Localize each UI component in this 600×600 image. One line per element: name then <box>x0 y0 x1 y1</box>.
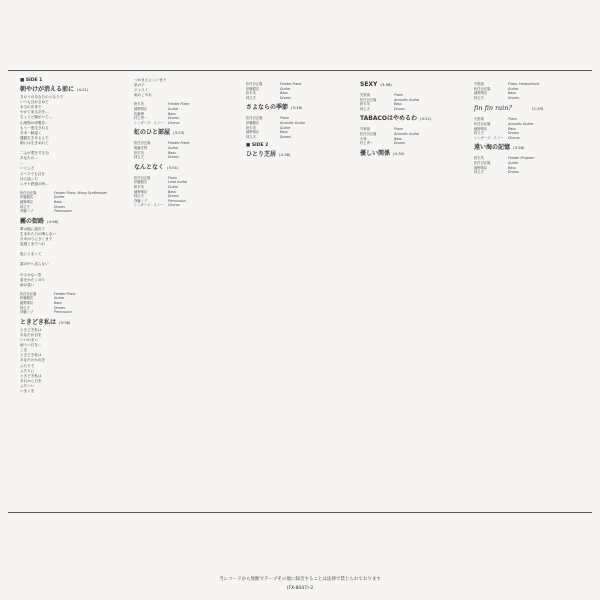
credits-block <box>246 82 338 100</box>
lyric-line: ときどき私は <box>20 327 42 332</box>
lyric-line: いいのまい <box>20 338 38 343</box>
credit-row <box>246 96 338 101</box>
song-title: 虹のひと部屋 (3:23) <box>134 129 185 137</box>
musician-name: 細野晴臣 <box>20 301 34 306</box>
song-title: さよならの季節 (3:49) <box>246 104 303 112</box>
musician-name: 松任谷正隆 <box>134 141 151 146</box>
credit-row <box>474 96 566 101</box>
lyric-line: 夜にとまって <box>20 252 42 257</box>
musician-role: Bass <box>508 126 516 131</box>
musician-role: Drums <box>508 95 519 100</box>
lyric-line: あなたのかれを <box>20 358 46 363</box>
musician-role: Acoustic Guitar <box>508 121 534 126</box>
musician-name: 松任谷正隆 <box>474 121 491 126</box>
musician-name: 鈴木茂 <box>134 102 144 107</box>
lyric-line: 雨うつ日を... <box>20 343 42 348</box>
musician-role: Fender Piano <box>280 82 302 86</box>
musician-name: 松任谷正隆 <box>360 97 377 102</box>
musician-role: Piano, Harpsichord <box>508 82 540 86</box>
song-duration: (4:38) <box>279 152 291 158</box>
musician-role: Guitar <box>280 125 291 130</box>
musician-role: Chorus <box>508 135 520 140</box>
song-title: なんとなく (3:51) <box>134 163 179 171</box>
lyric-line: こま <box>20 348 28 353</box>
lyric-column <box>474 78 566 179</box>
credits-block <box>134 102 226 125</box>
song-title: TABACOはやめるわ (4:21) <box>360 115 432 123</box>
lyric-line: 山奥物の呼吸を... <box>20 120 49 125</box>
credits-block <box>20 292 112 315</box>
lyric-line: もう一度生きれる <box>20 125 49 130</box>
lyric-line: いとしさ <box>20 166 35 171</box>
lyric-line: 本当の次まで <box>20 105 42 110</box>
lyric-line: やるせない雲 <box>20 272 42 277</box>
musician-name: 鈴木茂 <box>134 184 144 189</box>
song-title: 優しい関係 (4:30) <box>360 149 405 157</box>
song-duration: (3:51) <box>167 164 179 170</box>
musician-role: Guitar <box>168 106 179 111</box>
credits-block <box>474 156 566 174</box>
lyric-line: ときどき私は <box>20 373 42 378</box>
credit-row <box>246 135 338 140</box>
musician-name: 松任谷正隆 <box>474 160 491 165</box>
credits-block <box>134 141 226 159</box>
credit-row <box>134 203 226 208</box>
musician-role: Bass <box>168 189 176 194</box>
lyric-line: ときどき私は <box>20 353 42 358</box>
musician-name: 林立夫 <box>474 131 484 136</box>
musician-role: Chorus <box>168 120 180 125</box>
musician-name: 細野晴臣 <box>20 199 34 204</box>
lyric-column <box>20 78 112 394</box>
credit-row <box>360 107 452 112</box>
musician-name: 伊藤銀次 <box>20 296 34 301</box>
musician-name: 斉藤ノブ <box>20 310 34 315</box>
musician-role: Guitar <box>54 296 65 301</box>
musician-role: Drums <box>280 95 291 100</box>
musician-role: Guitar <box>54 195 65 200</box>
musician-name: 林立夫 <box>474 95 484 100</box>
musician-name: 伊藤銀次 <box>134 180 148 185</box>
musician-name: 細野晴臣 <box>474 91 488 96</box>
song-duration: (4:21) <box>420 116 432 122</box>
musician-role: Drums <box>168 155 179 160</box>
lyric-line: 朝には生きめれて <box>20 140 49 145</box>
song-title: 朝やけが消える前に (4:21) <box>20 86 89 94</box>
lyric-line: ふたつい <box>20 383 35 388</box>
musician-name: 矢野誠 <box>360 127 370 132</box>
credit-row <box>134 155 226 160</box>
musician-name: 細野晴臣 <box>134 106 148 111</box>
musician-role: Bass <box>280 91 288 96</box>
song-duration: (4:21) <box>77 87 89 93</box>
musician-role: Piano <box>394 93 404 97</box>
lyric-line: いまくを <box>20 388 35 393</box>
musician-name: 松任谷正隆 <box>246 82 263 86</box>
song-title: ひとり芝居 (4:38) <box>246 151 291 159</box>
musician-role: Bass <box>168 111 176 116</box>
musician-role: Drums <box>168 116 179 121</box>
lyric-line: ふたりに <box>20 368 35 373</box>
musician-name: 細野晴臣 <box>134 189 148 194</box>
musician-name: 細野晴臣 <box>474 165 488 170</box>
musician-role: Bass <box>280 130 288 135</box>
song-title: 霧の街路 (4:58) <box>20 217 59 225</box>
musician-role: Guitar <box>508 160 519 165</box>
credit-row <box>134 121 226 126</box>
credits-block <box>134 176 226 208</box>
song-duration: (4:58) <box>47 218 59 224</box>
credits-block <box>360 93 452 111</box>
musician-name: 矢野誠 <box>360 93 370 97</box>
musician-name: 林立夫 <box>20 204 30 209</box>
lyric-line: 夜遅くまでつれ <box>20 242 46 247</box>
musician-name: 矢野誠 <box>474 117 484 122</box>
musician-role: Drums <box>54 305 65 310</box>
credits-block <box>246 116 338 139</box>
lyric-line: あれから日を <box>20 378 42 383</box>
lyric-line: つかまえにくいまで <box>134 78 167 82</box>
musician-name: 松任谷正隆 <box>20 190 37 195</box>
musician-role: Percussion <box>168 198 186 203</box>
credits-block <box>474 82 566 100</box>
lyric-line: 雨の遠い <box>20 282 35 287</box>
musician-name: 松任谷正隆 <box>246 116 263 121</box>
musician-name: 林立夫 <box>246 134 256 139</box>
musician-role: Bass <box>394 102 402 107</box>
musician-name: 佐藤博 <box>134 111 144 116</box>
musician-role: Chorus <box>168 203 180 208</box>
musician-name: 斉藤ノブ <box>20 209 34 214</box>
lyric-line: ボースでも目を <box>20 171 45 176</box>
musician-role: Bass <box>54 199 62 204</box>
musician-role: Guitar <box>508 86 519 91</box>
musician-name: 鈴木茂 <box>474 156 484 161</box>
lyric-line: ああ一瞬遠く <box>20 130 42 135</box>
musician-name: 松任谷正隆 <box>360 131 377 136</box>
catalog-number: (FX-8047)-2 <box>286 586 314 591</box>
song-duration: (2:39) <box>531 106 544 112</box>
musician-name: 林立夫 <box>246 95 256 100</box>
musician-role: Piano <box>168 175 178 180</box>
musician-name: 斉藤ノブ <box>134 198 148 203</box>
top-rule <box>8 70 592 71</box>
musician-name: 伊藤銀次 <box>20 195 34 200</box>
musician-role: Piano <box>394 127 404 132</box>
credit-row <box>20 209 112 214</box>
musician-name: 後藤次利 <box>134 145 148 150</box>
lyric-line: やがて来る次を... <box>20 110 49 115</box>
copyright-notice: 当レコードから無断でテープその他に録音することは法律で禁じられております <box>219 577 381 582</box>
musician-role: Piano <box>280 116 290 121</box>
credits-block <box>360 127 452 145</box>
song-duration: (3:58) <box>380 82 392 87</box>
musician-role: Bass <box>168 150 176 155</box>
musician-role: Drums <box>54 204 65 209</box>
musician-role: Percussion <box>54 209 72 214</box>
musician-role: Drums <box>508 170 519 175</box>
musician-role: Drums <box>394 141 405 146</box>
musician-name: 松任谷正隆 <box>474 86 491 91</box>
lyric-line: 星の子 <box>134 83 145 88</box>
musician-name: 林立夫 <box>474 170 484 175</box>
lyric-line: 生まれた日の鳴らない <box>20 231 56 236</box>
credits-block <box>20 191 112 214</box>
musician-name: 伊藤銀次 <box>246 86 260 91</box>
lyric-column <box>134 78 226 212</box>
lyric-line: 月あかりにきくまで <box>20 236 53 241</box>
musician-name: 鈴木茂 <box>360 102 370 107</box>
song-duration: (4:30) <box>393 150 405 156</box>
musician-role: Drums <box>508 131 519 136</box>
song-duration: (3:26) <box>513 145 525 151</box>
lyric-line: 運動生きあるんで <box>20 135 49 140</box>
lyric-column <box>360 78 452 159</box>
lyric-line: あなたの... <box>20 156 38 161</box>
musician-role: Fender Program <box>508 156 535 161</box>
musician-role: Fender Piano <box>168 102 190 107</box>
musician-role: Percussion <box>54 310 72 315</box>
musician-name: 伊藤銀次 <box>246 120 260 125</box>
musician-role: Acoustic Guitar <box>394 131 420 136</box>
lyric-line: あなたが目を <box>20 332 42 337</box>
song-duration: (3:49) <box>291 105 303 111</box>
musician-role: Acoustic Guitar <box>394 97 420 102</box>
lyric-line: ほら迷った <box>20 176 38 181</box>
lyric-line: 霧の中へ送らない <box>20 262 49 267</box>
lyric-column <box>246 78 338 160</box>
musician-name: 矢野誠 <box>474 82 484 86</box>
credit-row <box>474 136 566 141</box>
side-label: ■ SIDE 1 <box>20 78 43 83</box>
lyric-line: いつも目がさめて <box>20 100 49 105</box>
song-title: SEXY (3:58) <box>360 81 392 88</box>
song-title: 遠い海の記憶 (3:26) <box>474 144 525 152</box>
musician-name: 村上秀一 <box>360 141 374 146</box>
musician-name: 林立夫 <box>134 155 144 160</box>
musician-role: Guitar <box>168 145 179 150</box>
musician-role: Drums <box>168 194 179 199</box>
musician-role: Fender Piano <box>168 141 190 146</box>
song-duration: (3:23) <box>173 130 185 136</box>
musician-role: Bass <box>508 91 516 96</box>
credit-row <box>20 310 112 315</box>
lyric-line: ふたりで <box>20 363 35 368</box>
lyric-line: 二人が愛をする为 <box>20 151 49 156</box>
musician-name: 小林 <box>360 136 367 141</box>
musician-name: シンガーズ・スリー <box>134 120 164 125</box>
musician-name: シンガーズ・スリー <box>134 203 164 208</box>
song-title-script: fin fin rain? (2:39) <box>474 104 544 113</box>
musician-name: 鈴木茂 <box>246 125 256 130</box>
lyric-line: 窓をかたくゆり <box>20 277 46 282</box>
musician-name: シンガーズ・スリー <box>474 135 504 140</box>
lyric-line: ジャスミ <box>134 88 149 93</box>
musician-role: Bass <box>508 165 516 170</box>
musician-role: Guitar <box>280 86 291 91</box>
song-title: ときどき私は (3:38) <box>20 318 71 326</box>
musician-role: Bass <box>394 136 402 141</box>
credit-row <box>360 141 452 146</box>
musician-role: Acoustic Guitar <box>280 120 306 125</box>
song-duration: (3:38) <box>59 319 71 325</box>
lyric-line: 雨のこやれ <box>134 93 152 98</box>
musician-role: Bass <box>54 301 62 306</box>
musician-name: 林立夫 <box>20 305 30 310</box>
musician-role: Fender Piano <box>54 291 76 296</box>
musician-name: 鈴木茂 <box>246 91 256 96</box>
musician-role: Fender Piano, Moog Synthesizer <box>54 190 107 195</box>
bottom-rule <box>8 512 592 513</box>
musician-name: 林立夫 <box>360 106 370 111</box>
musician-name: 松任谷正隆 <box>20 291 37 296</box>
musician-name: 細野晴臣 <box>474 126 488 131</box>
lyric-line: きのうのあなたのとなりで <box>20 95 64 100</box>
musician-role: Lead Guitar <box>168 180 188 185</box>
lyric-line: ニヤケ鉄道の時... <box>20 181 49 186</box>
musician-role: Drums <box>394 106 405 111</box>
credits-block <box>474 117 566 140</box>
lyric-line: ちょうど朝がいて... <box>20 115 53 120</box>
side-label: ■ SIDE 2 <box>246 143 269 149</box>
musician-name: 松任谷正隆 <box>134 175 151 180</box>
musician-role: Piano <box>508 117 518 122</box>
musician-role: Drums <box>280 134 291 139</box>
musician-name: 鈴木茂 <box>134 150 144 155</box>
musician-name: 林立夫 <box>134 194 144 199</box>
musician-name: 細野晴臣 <box>246 130 260 135</box>
musician-name: 村上秀一 <box>134 116 148 121</box>
credit-row <box>474 170 566 175</box>
musician-role: Guitar <box>168 184 179 189</box>
lyric-line: 傘は風に揺れて <box>20 226 46 231</box>
lyric-line: ... <box>20 161 24 166</box>
